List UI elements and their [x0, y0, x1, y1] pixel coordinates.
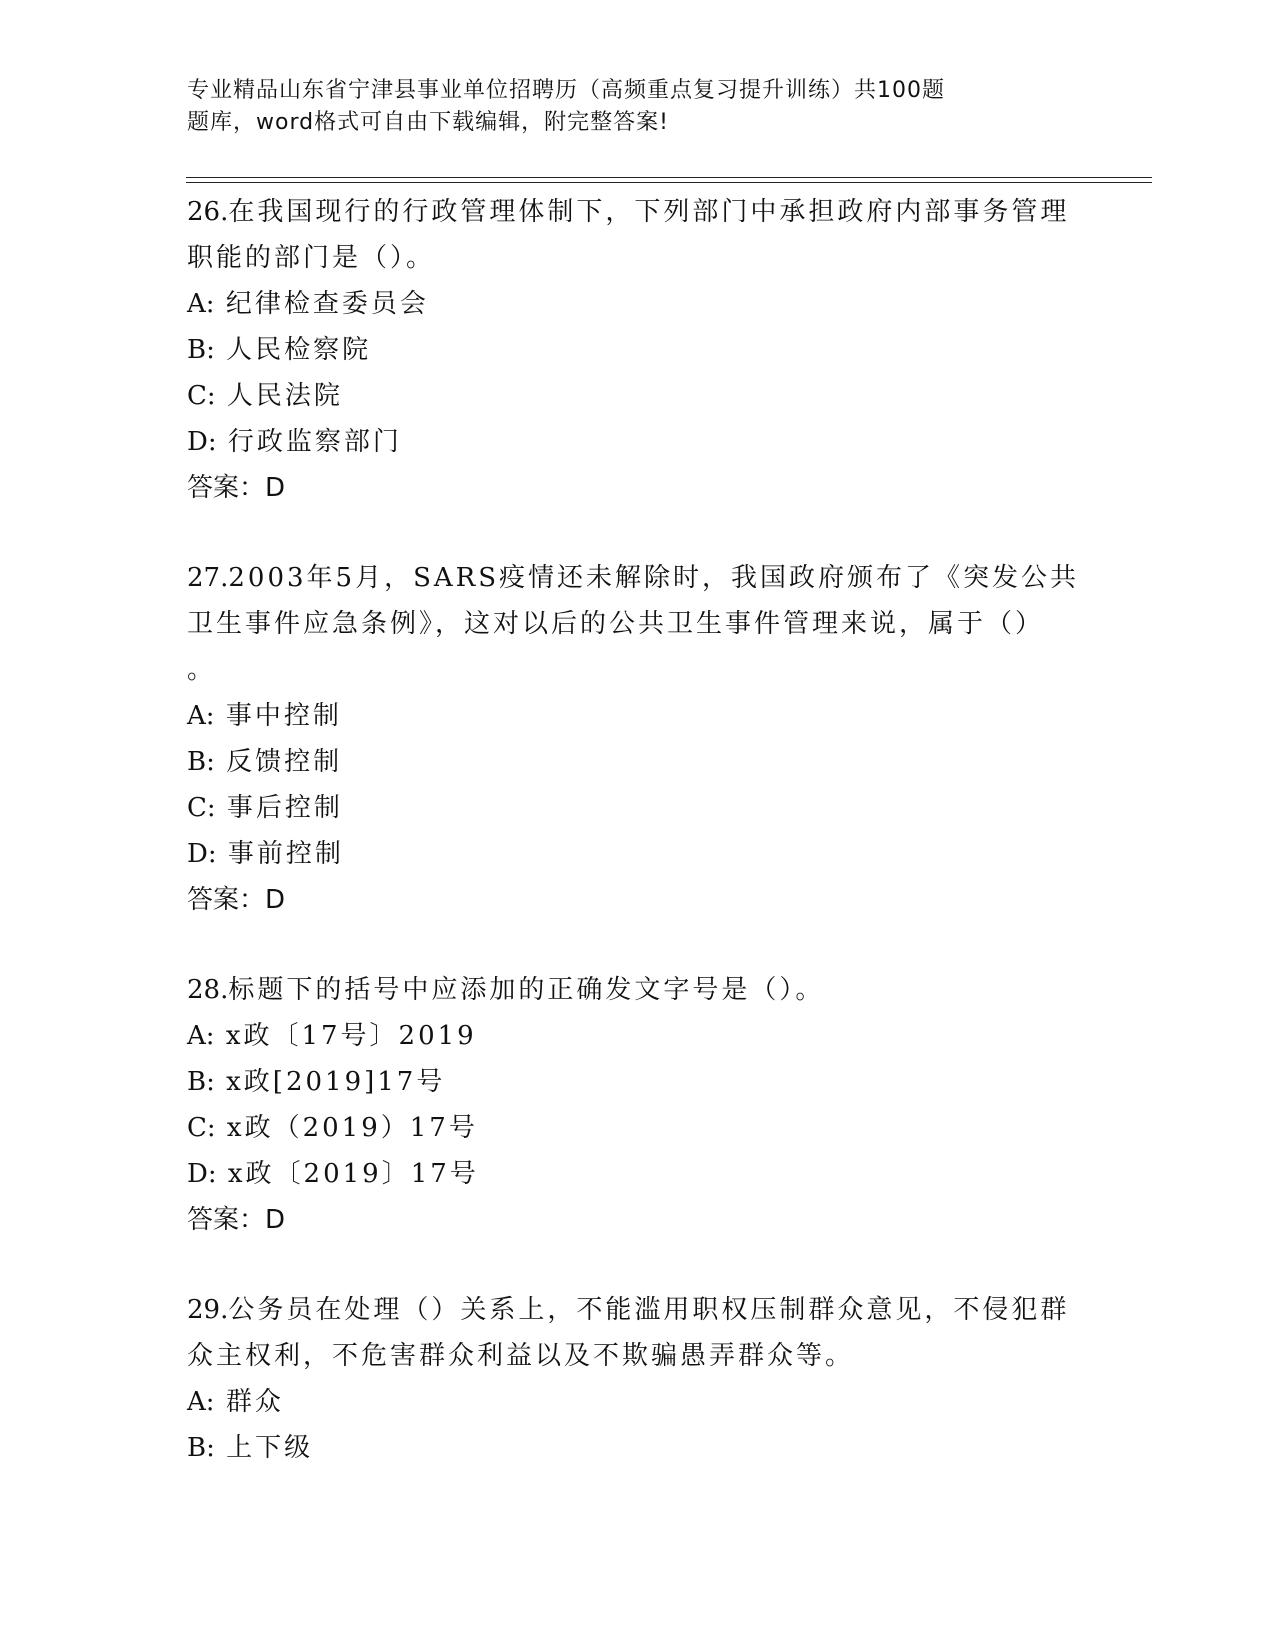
- option-c: [187, 1105, 1107, 1151]
- option-key: D:: [187, 427, 217, 457]
- question-stem: [187, 189, 1107, 281]
- option-text: x政[2019]17号: [226, 1067, 446, 1097]
- option-text: 上下级: [226, 1433, 314, 1463]
- option-text: 纪律检查委员会: [225, 289, 429, 319]
- question-29: [187, 1287, 1107, 1471]
- option-text: 事中控制: [225, 701, 342, 731]
- stem-line: 。: [187, 655, 217, 685]
- option-key: A:: [187, 701, 215, 731]
- option-key: A:: [187, 1021, 215, 1051]
- stem-line: 2003年5月，SARS疫情还未解除时，我国政府颁布了《突发公共: [228, 563, 1080, 593]
- header-divider-bottom: [186, 182, 1152, 183]
- option-text: 反馈控制: [226, 747, 343, 777]
- header-line-2: 题库，word格式可自由下载编辑，附完整答案!: [187, 110, 669, 135]
- stem-line: 卫生事件应急条例》，这对以后的公共卫生事件管理来说，属于（）: [187, 609, 1045, 639]
- question-list: [187, 189, 1107, 1515]
- answer-line: 答案：D: [187, 473, 286, 503]
- header-line-1: 专业精品山东省宁津县事业单位招聘历（高频重点复习提升训练）共100题: [187, 78, 945, 103]
- option-key: C:: [187, 381, 216, 411]
- option-key: A:: [187, 289, 215, 319]
- option-a: [187, 1013, 1107, 1059]
- option-d: [187, 1151, 1107, 1197]
- option-text: x政〔17号〕2019: [225, 1021, 477, 1051]
- option-text: 事后控制: [226, 793, 343, 823]
- header-divider-top: [186, 177, 1152, 178]
- question-28: [187, 967, 1107, 1243]
- answer-line: 答案：D: [187, 885, 286, 915]
- option-key: A:: [187, 1387, 215, 1417]
- option-key: D:: [187, 1159, 217, 1189]
- option-key: B:: [187, 1433, 215, 1463]
- document-header: [187, 75, 1047, 139]
- question-number: 28.: [187, 975, 229, 1005]
- option-d: [187, 831, 1107, 877]
- option-text: 人民法院: [226, 381, 343, 411]
- option-text: x政（2019）17号: [226, 1113, 478, 1143]
- stem-line: 职能的部门是（）。: [187, 243, 436, 273]
- option-text: 事前控制: [227, 839, 344, 869]
- option-b: [187, 739, 1107, 785]
- question-stem: [187, 967, 1107, 1013]
- question-stem: [187, 555, 1107, 693]
- option-text: 群众: [225, 1387, 284, 1417]
- option-d: [187, 419, 1107, 465]
- question-number: 27.: [187, 563, 229, 593]
- option-key: B:: [187, 747, 215, 777]
- question-stem: [187, 1287, 1107, 1379]
- option-b: [187, 1059, 1107, 1105]
- option-b: [187, 327, 1107, 373]
- option-key: B:: [187, 1067, 215, 1097]
- option-c: [187, 373, 1107, 419]
- option-a: [187, 1379, 1107, 1425]
- option-key: B:: [187, 335, 215, 365]
- question-number: 29.: [187, 1295, 229, 1325]
- option-text: 人民检察院: [226, 335, 372, 365]
- option-text: x政〔2019〕17号: [227, 1159, 479, 1189]
- option-a: [187, 693, 1107, 739]
- option-b: [187, 1425, 1107, 1471]
- question-number: 26.: [187, 197, 229, 227]
- question-27: [187, 555, 1107, 923]
- answer-line: 答案：D: [187, 1205, 286, 1235]
- option-key: D:: [187, 839, 217, 869]
- option-key: C:: [187, 1113, 216, 1143]
- option-a: [187, 281, 1107, 327]
- stem-line: 众主权利，不危害群众利益以及不欺骗愚弄群众等。: [187, 1341, 855, 1371]
- option-c: [187, 785, 1107, 831]
- option-text: 行政监察部门: [227, 427, 402, 457]
- stem-line: 在我国现行的行政管理体制下，下列部门中承担政府内部事务管理: [228, 197, 1070, 227]
- question-26: [187, 189, 1107, 511]
- stem-line: 标题下的括号中应添加的正确发文字号是（）。: [228, 975, 825, 1005]
- option-key: C:: [187, 793, 216, 823]
- stem-line: 公务员在处理（）关系上，不能滥用职权压制群众意见，不侵犯群: [228, 1295, 1070, 1325]
